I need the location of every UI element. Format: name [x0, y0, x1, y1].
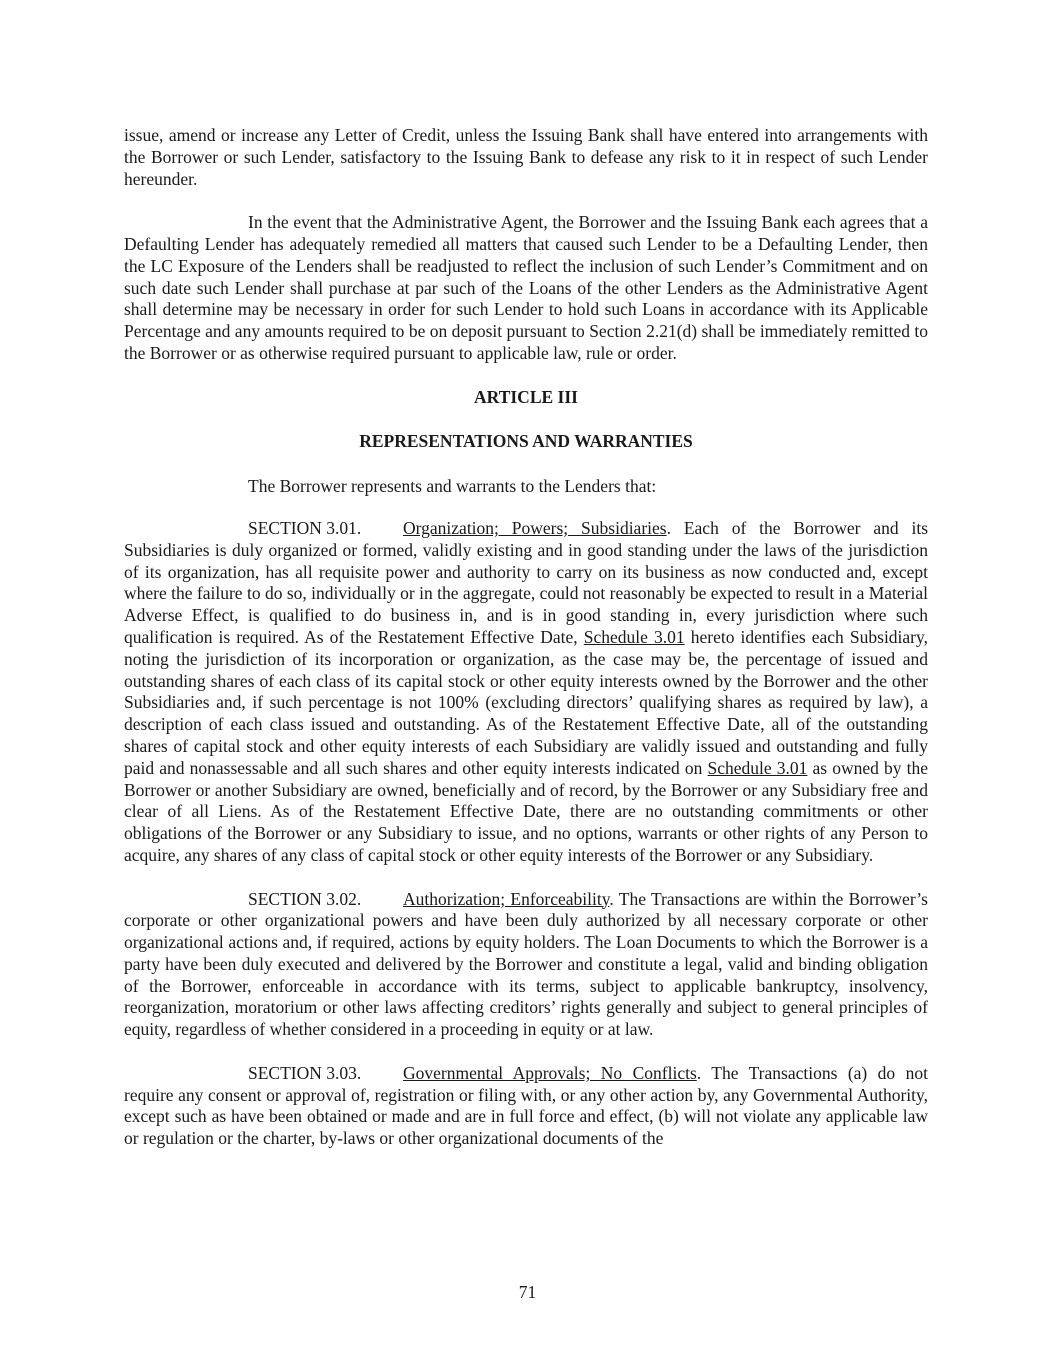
section-text: as owned by the Borrower or another Subsidiary are owned, beneficially and of record, by the Borrower or any Subsidiary free and clear of all Liens. As of the Restatement Effective Date, there are no outstanding commitments or other obligations of the Borrower or any Subsidiary to issue, and no options, warrants or other rights of any Person to acquire, any shares of any class of capital stock or other equity interests of the Borrower or any Subsidiary.: [124, 757, 928, 865]
page-number: 71: [518, 1282, 537, 1302]
section-number: SECTION 3.03.: [248, 1062, 362, 1083]
article-intro: The Borrower represents and warrants to the Lenders that:: [248, 476, 657, 497]
article-number: ARTICLE III: [474, 386, 578, 407]
schedule-reference: Schedule 3.01: [707, 757, 808, 778]
section-3-02: [124, 889, 928, 1042]
section-text: . Each of the Borrower and its Subsidiaries is duly organized or formed, validly existing and in good standing under the laws of the jurisdiction of its organization, has all requisite power and authority to carry on its business as now conducted and, except where the failure to do so, individually or in the aggregate, could not reasonably be expected to result in a Material Adverse Effect, is qualified to do business in, and is in good standing in, every jurisdiction where such qualification is required. As of the Restatement Effective Date,: [124, 517, 929, 647]
continuation-paragraph: issue, amend or increase any Letter of Credit, unless the Issuing Bank shall have entered into arrangements with the Borrower or such Lender, satisfactory to the Issuing Bank to defease any risk to it in respect of such Lender hereunder.: [124, 125, 928, 189]
remedy-paragraph: In the event that the Administrative Agent, the Borrower and the Issuing Bank each agrees that a Defaulting Lender has adequately remedied all matters that caused such Lender to be a Defaulting Lender, then the LC Exposure of the Lenders shall be readjusted to reflect the inclusion of such Lender’s Commitment and on such date such Lender shall purchase at par such of the Loans of the other Lenders as the Administrative Agent shall determine may be necessary in order for such Lender to hold such Loans in accordance with its Applicable Percentage and any amounts required to be on deposit pursuant to Section 2.21(d) shall be immediately remitted to the Borrower or as otherwise required pursuant to applicable law, rule or order.: [124, 212, 928, 363]
document-page: [124, 125, 928, 1150]
section-heading: Organization; Powers; Subsidiaries: [403, 517, 667, 538]
section-number: SECTION 3.01.: [248, 517, 362, 538]
section-heading: Governmental Approvals; No Conflicts: [403, 1062, 697, 1083]
article-title: REPRESENTATIONS AND WARRANTIES: [359, 431, 693, 452]
section-text: hereto identifies each Subsidiary, noting the jurisdiction of its incorporation or organization, as the case may be, the percentage of issued and outstanding shares of each class of its capital stock or other equity interests owned by the Borrower and the other Subsidiaries and, if such percentage is not 100% (excluding directors’ qualifying shares as required by law), a description of each class issued and outstanding. As of the Restatement Effective Date, all of the outstanding shares of capital stock and other equity interests of each Subsidiary are validly issued and outstanding and fully paid and nonassessable and all such shares and other equity interests indicated on: [124, 626, 929, 778]
section-heading: Authorization; Enforceability: [403, 888, 610, 909]
section-text: . The Transactions (a) do not require any consent or approval of, registration or filing with, or any other action by, any Governmental Authority, except such as have been obtained or made and are in full force and effect, (b) will not violate any applicable law or regulation or the charter, by-laws or other organizational documents of the: [124, 1062, 928, 1149]
section-number: SECTION 3.02.: [248, 888, 362, 909]
schedule-reference: Schedule 3.01: [583, 626, 685, 647]
section-3-01: [124, 518, 928, 867]
section-text: . The Transactions are within the Borrower’s corporate or other organizational powers and have been duly authorized by all necessary corporate or other organizational actions and, if required, actions by equity holders. The Loan Documents to which the Borrower is a party have been duly executed and delivered by the Borrower and constitute a legal, valid and binding obligation of the Borrower, enforceable in accordance with its terms, subject to applicable bankruptcy, insolvency, reorganization, moratorium or other laws affecting creditors’ rights generally and subject to general principles of equity, regardless of whether considered in a proceeding in equity or at law.: [124, 888, 928, 1040]
section-3-03: [124, 1063, 928, 1150]
